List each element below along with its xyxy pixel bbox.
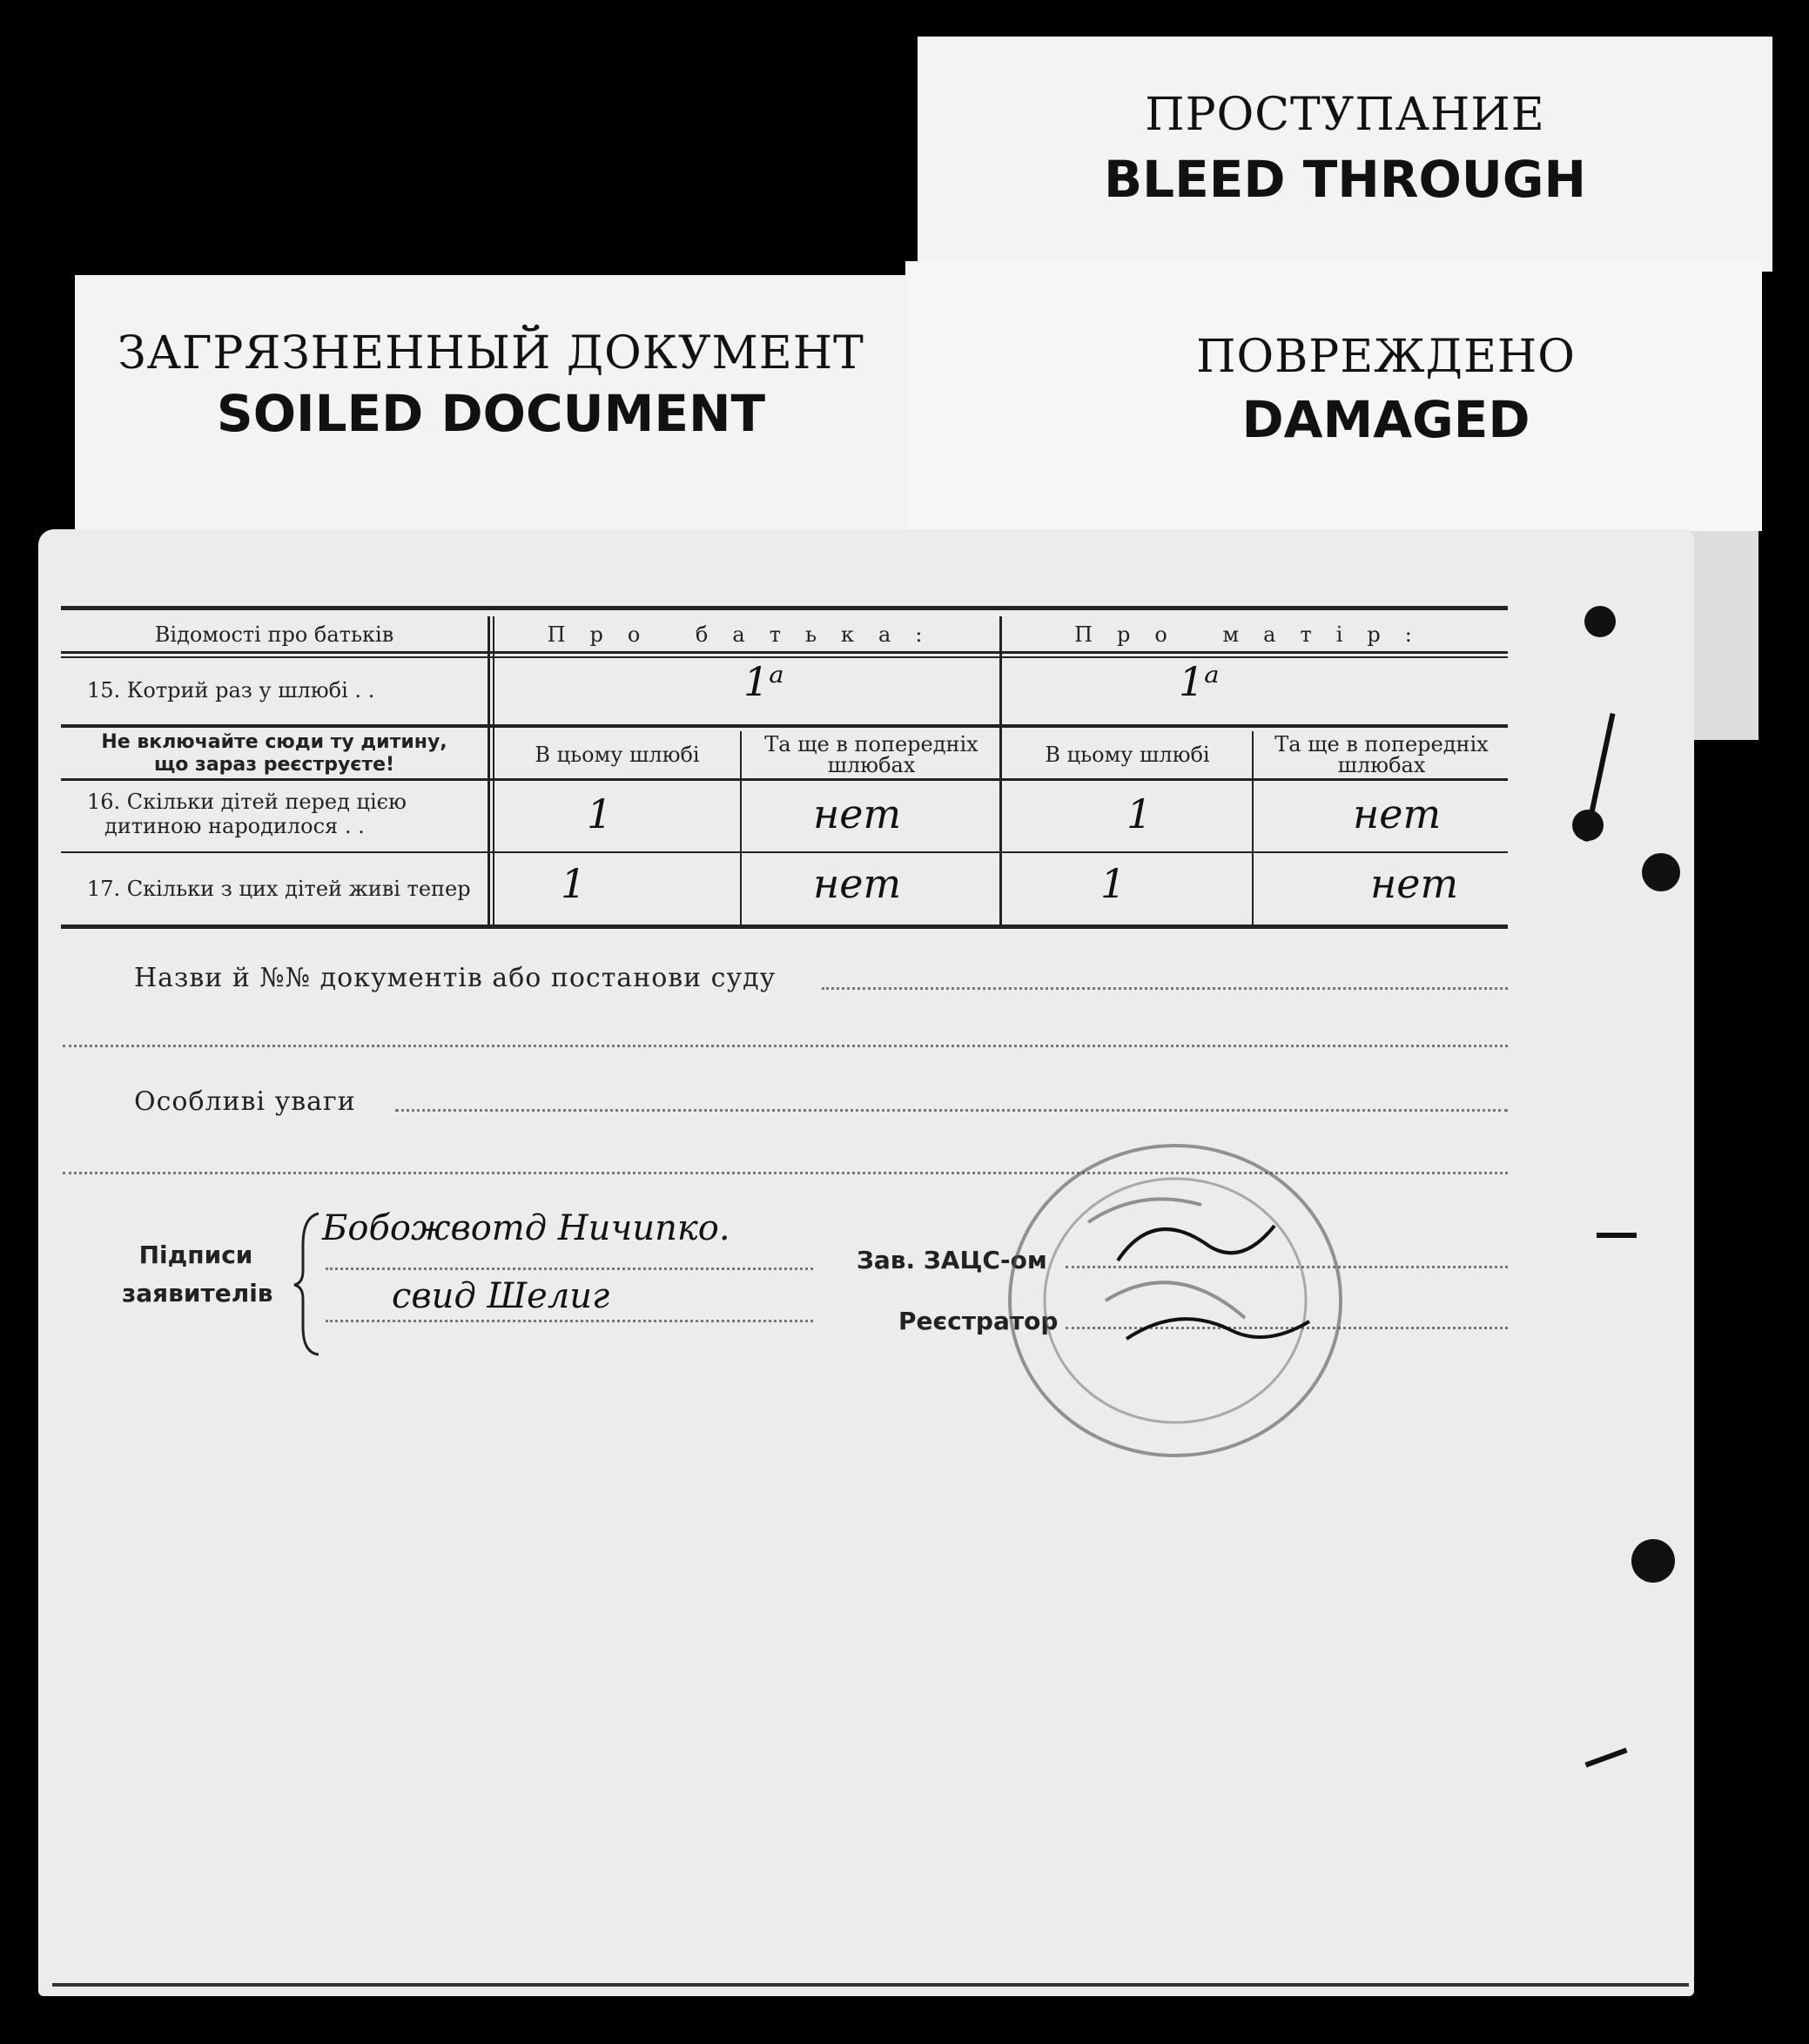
paper-edge	[1689, 531, 1759, 740]
table-top-rule	[61, 606, 1508, 610]
remarks-line[interactable]	[395, 1109, 1508, 1112]
applicant-signature-2: свид Шелиг	[392, 1276, 610, 1316]
row15-mother-value: 1ᵃ	[1179, 658, 1220, 705]
header-parents-info: Відомості про батьків	[154, 622, 394, 647]
father-previous-line-2: шлюбах	[827, 753, 916, 777]
damaged-en: DAMAGED	[1241, 390, 1530, 449]
applicants-label	[122, 1236, 273, 1313]
row16-mother-this: 1	[1126, 790, 1153, 837]
table-row15-rule	[61, 724, 1508, 728]
table-header-rule	[61, 651, 1508, 654]
applicant-line-2	[326, 1320, 813, 1322]
bleed-through-en: BLEED THROUGH	[1103, 150, 1587, 209]
father-previous-line-1: Та ще в попередніх	[764, 732, 978, 756]
row17-mother-this: 1	[1100, 860, 1126, 907]
table-col-divider	[1252, 731, 1254, 926]
signatures-brace	[291, 1210, 326, 1358]
row17-father-previous: нет	[813, 860, 902, 907]
damaged-ru: ПОВРЕЖДЕНО	[1196, 331, 1576, 383]
table-col-divider	[999, 616, 1002, 926]
punch-hole	[1584, 606, 1616, 637]
sheet-bottom-edge	[52, 1983, 1689, 1987]
row16-father-previous: нет	[813, 790, 902, 837]
paper-tear	[1584, 1748, 1627, 1768]
punch-hole	[1572, 810, 1604, 841]
row17-mother-previous: нет	[1370, 860, 1459, 907]
table-col-divider	[488, 616, 490, 926]
table-col-divider-2	[493, 616, 494, 926]
applicant-line-1	[326, 1267, 813, 1270]
bleed-through-card	[918, 37, 1772, 272]
row16-label-line-1: 16. Скільки дітей перед цією	[87, 790, 407, 814]
soiled-document-ru: ЗАГРЯЗНЕННЫЙ ДОКУМЕНТ	[118, 327, 864, 380]
mother-this-marriage: В цьому шлюбі	[1045, 743, 1210, 767]
document-sheet	[38, 529, 1694, 1996]
table-bottom-rule	[61, 925, 1508, 929]
head-label: Зав. ЗАЦС-ом	[857, 1246, 1047, 1274]
row16-mother-previous: нет	[1353, 790, 1442, 837]
header-mother: Про матір:	[1074, 622, 1436, 647]
row17-label: 17. Скільки з цих дітей живі тепер	[87, 877, 471, 901]
father-this-marriage: В цьому шлюбі	[535, 743, 700, 767]
bleed-through-ru: ПРОСТУПАНИЕ	[1145, 89, 1545, 141]
table-row16-rule	[61, 851, 1508, 853]
note-line-1: Не включайте сюди ту дитину,	[101, 731, 447, 753]
mother-previous-line-2: шлюбах	[1337, 753, 1426, 777]
applicants-label-line-1: Підписи	[138, 1241, 253, 1269]
note-line-2: що зараз реєструєте!	[153, 754, 395, 776]
punch-hole	[1631, 1539, 1675, 1583]
row16-father-this: 1	[587, 790, 613, 837]
row15-label: 15. Котрий раз у шлюбі . .	[87, 678, 375, 703]
soiled-document-en: SOILED DOCUMENT	[216, 384, 766, 443]
documents-line-2[interactable]	[63, 1045, 1508, 1047]
row17-father-this: 1	[561, 860, 587, 907]
punch-hole	[1642, 853, 1680, 891]
documents-label: Назви й №№ документів або постанови суду	[134, 963, 777, 993]
table-header-rule-2	[61, 656, 1508, 658]
table-subheader-rule	[61, 778, 1508, 781]
registrar-label: Реєстратор	[898, 1307, 1059, 1335]
remarks-label: Особливі уваги	[134, 1086, 356, 1117]
paper-tear	[1597, 1233, 1637, 1238]
damaged-card	[905, 261, 1762, 531]
row15-father-value: 1ᵃ	[743, 658, 784, 705]
table-col-divider	[740, 731, 742, 926]
documents-line[interactable]	[822, 987, 1508, 990]
header-father: Про батька:	[547, 622, 947, 647]
official-signatures	[1100, 1191, 1327, 1365]
soiled-document-card	[75, 275, 907, 536]
mother-previous-line-1: Та ще в попередніх	[1274, 732, 1489, 756]
applicant-signature-1: Бобожвотд Ничипко.	[322, 1208, 730, 1248]
applicants-label-line-2: заявителів	[122, 1279, 273, 1308]
row16-label-line-2: дитиною народилося . .	[104, 814, 365, 838]
